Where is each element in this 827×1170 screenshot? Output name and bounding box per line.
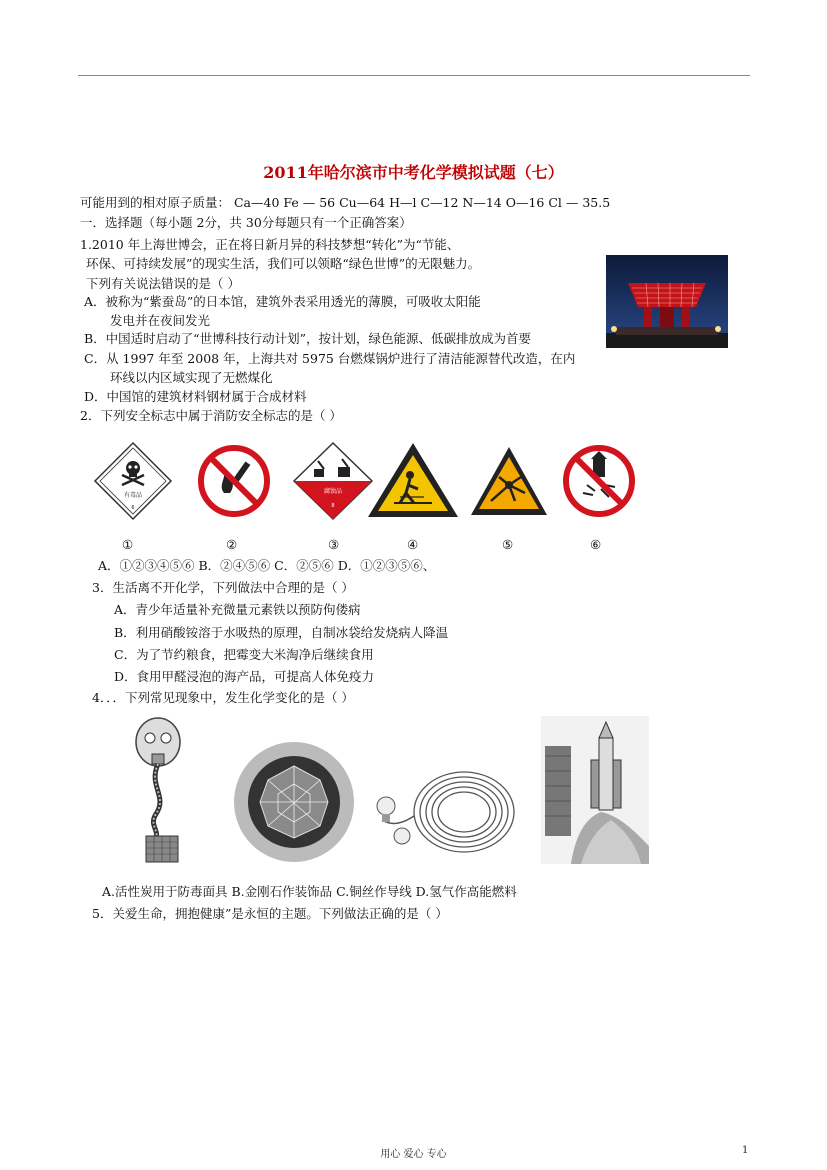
section-heading: 一．选择题（每小题 2分，共 30分每题只有一个正确答案） (80, 215, 412, 230)
sign-no-fireworks (561, 441, 637, 525)
q4-stem: 4．．．下列常见现象中，发生化学变化的是（ ） (92, 690, 354, 705)
q1-option-c1: C．从 1997 年至 2008 年，上海共对 5975 台燃煤锅炉进行了清洁能源替代改造，在内 (84, 351, 576, 366)
sign-watch-step-triangle (366, 441, 460, 525)
q1-line1: 1.2010 年上海世博会，正在将日新月异的科技梦想“转化”为“节能、 (80, 237, 460, 252)
sign-explosive-triangle (469, 441, 549, 525)
q4-image-captions: A.活性炭用于防毒面具 B.金刚石作装饰品 C.铜丝作导线 D.氢气作高能燃料 (102, 884, 517, 899)
sign-label-4: ④ (407, 537, 419, 552)
q3-stem: 3．生活离不开化学，下列做法中合理的是（ ） (92, 580, 354, 595)
sign-label-6: ⑥ (590, 537, 602, 552)
sign-label-1: ① (122, 537, 134, 552)
copper-wire-image (372, 766, 520, 862)
q3-option-b: B．利用硝酸铵溶于水吸热的原理，自制冰袋给发烧病人降温 (114, 625, 449, 640)
gas-mask-image (128, 716, 190, 864)
sign-label-5: ⑤ (502, 537, 514, 552)
rocket-launch-image (541, 716, 649, 864)
q3-option-d: D．食用甲醛浸泡的海产品，可提高人体免疫力 (114, 669, 375, 684)
sign-toxic (93, 441, 173, 525)
svg-text:6: 6 (131, 505, 135, 511)
svg-text:8: 8 (331, 503, 335, 509)
q2-options: A．①②③④⑤⑥ B．②④⑤⑥ C．②⑤⑥ D．①②③⑤⑥、 (98, 558, 436, 573)
sign-no-open-flame (196, 441, 272, 525)
q1-option-c2: 环线以内区域实现了无燃煤化 (110, 370, 273, 385)
q1-line2: 环保、可持续发展”的现实生活，我们可以领略“绿色世博”的无限魅力。 (86, 256, 481, 271)
sign-label-2: ② (226, 537, 238, 552)
atomic-masses: 可能用到的相对原子质量： Ca—40 Fe — 56 Cu—64 H—l C—12 N—14 O—16 Cl — 35.5 (80, 195, 611, 210)
page-number: 1 (742, 1145, 749, 1156)
page-title: 2011年哈尔滨市中考化学模拟试题（七） (263, 163, 564, 182)
china-pavilion-photo (606, 255, 728, 348)
q1-option-a2: 发电并在夜间发光 (110, 313, 211, 328)
header-rule (78, 75, 750, 76)
q3-option-a: A．青少年适量补充微量元素铁以预防佝偻病 (114, 602, 361, 617)
sign-corrosive (292, 441, 374, 525)
q2-stem: 2．下列安全标志中属于消防安全标志的是（ ） (80, 408, 342, 423)
sign1-label: 有毒品 (123, 492, 143, 499)
diamond-image (232, 740, 356, 864)
footer-motto: 用心 爱心 专心 (380, 1149, 447, 1160)
q3-option-c: C．为了节约粮食，把霉变大米淘净后继续食用 (114, 647, 374, 662)
sign-label-3: ③ (328, 537, 340, 552)
q1-option-a1: A．被称为“紫蚕岛”的日本馆，建筑外表采用透光的薄膜，可吸收太阳能 (84, 294, 481, 309)
q1-option-b: B．中国适时启动了“世博科技行动计划”，按计划，绿色能源、低碳排放成为首要 (84, 331, 531, 346)
q5-stem: 5．关爱生命，拥抱健康”是永恒的主题。下列做法正确的是（ ） (92, 906, 448, 921)
q1-line3: 下列有关说法错误的是（ ） (86, 276, 240, 291)
sign3-label: 腐蚀品 (323, 488, 343, 495)
q1-option-d: D．中国馆的建筑材料钢材属于合成材料 (84, 389, 307, 404)
